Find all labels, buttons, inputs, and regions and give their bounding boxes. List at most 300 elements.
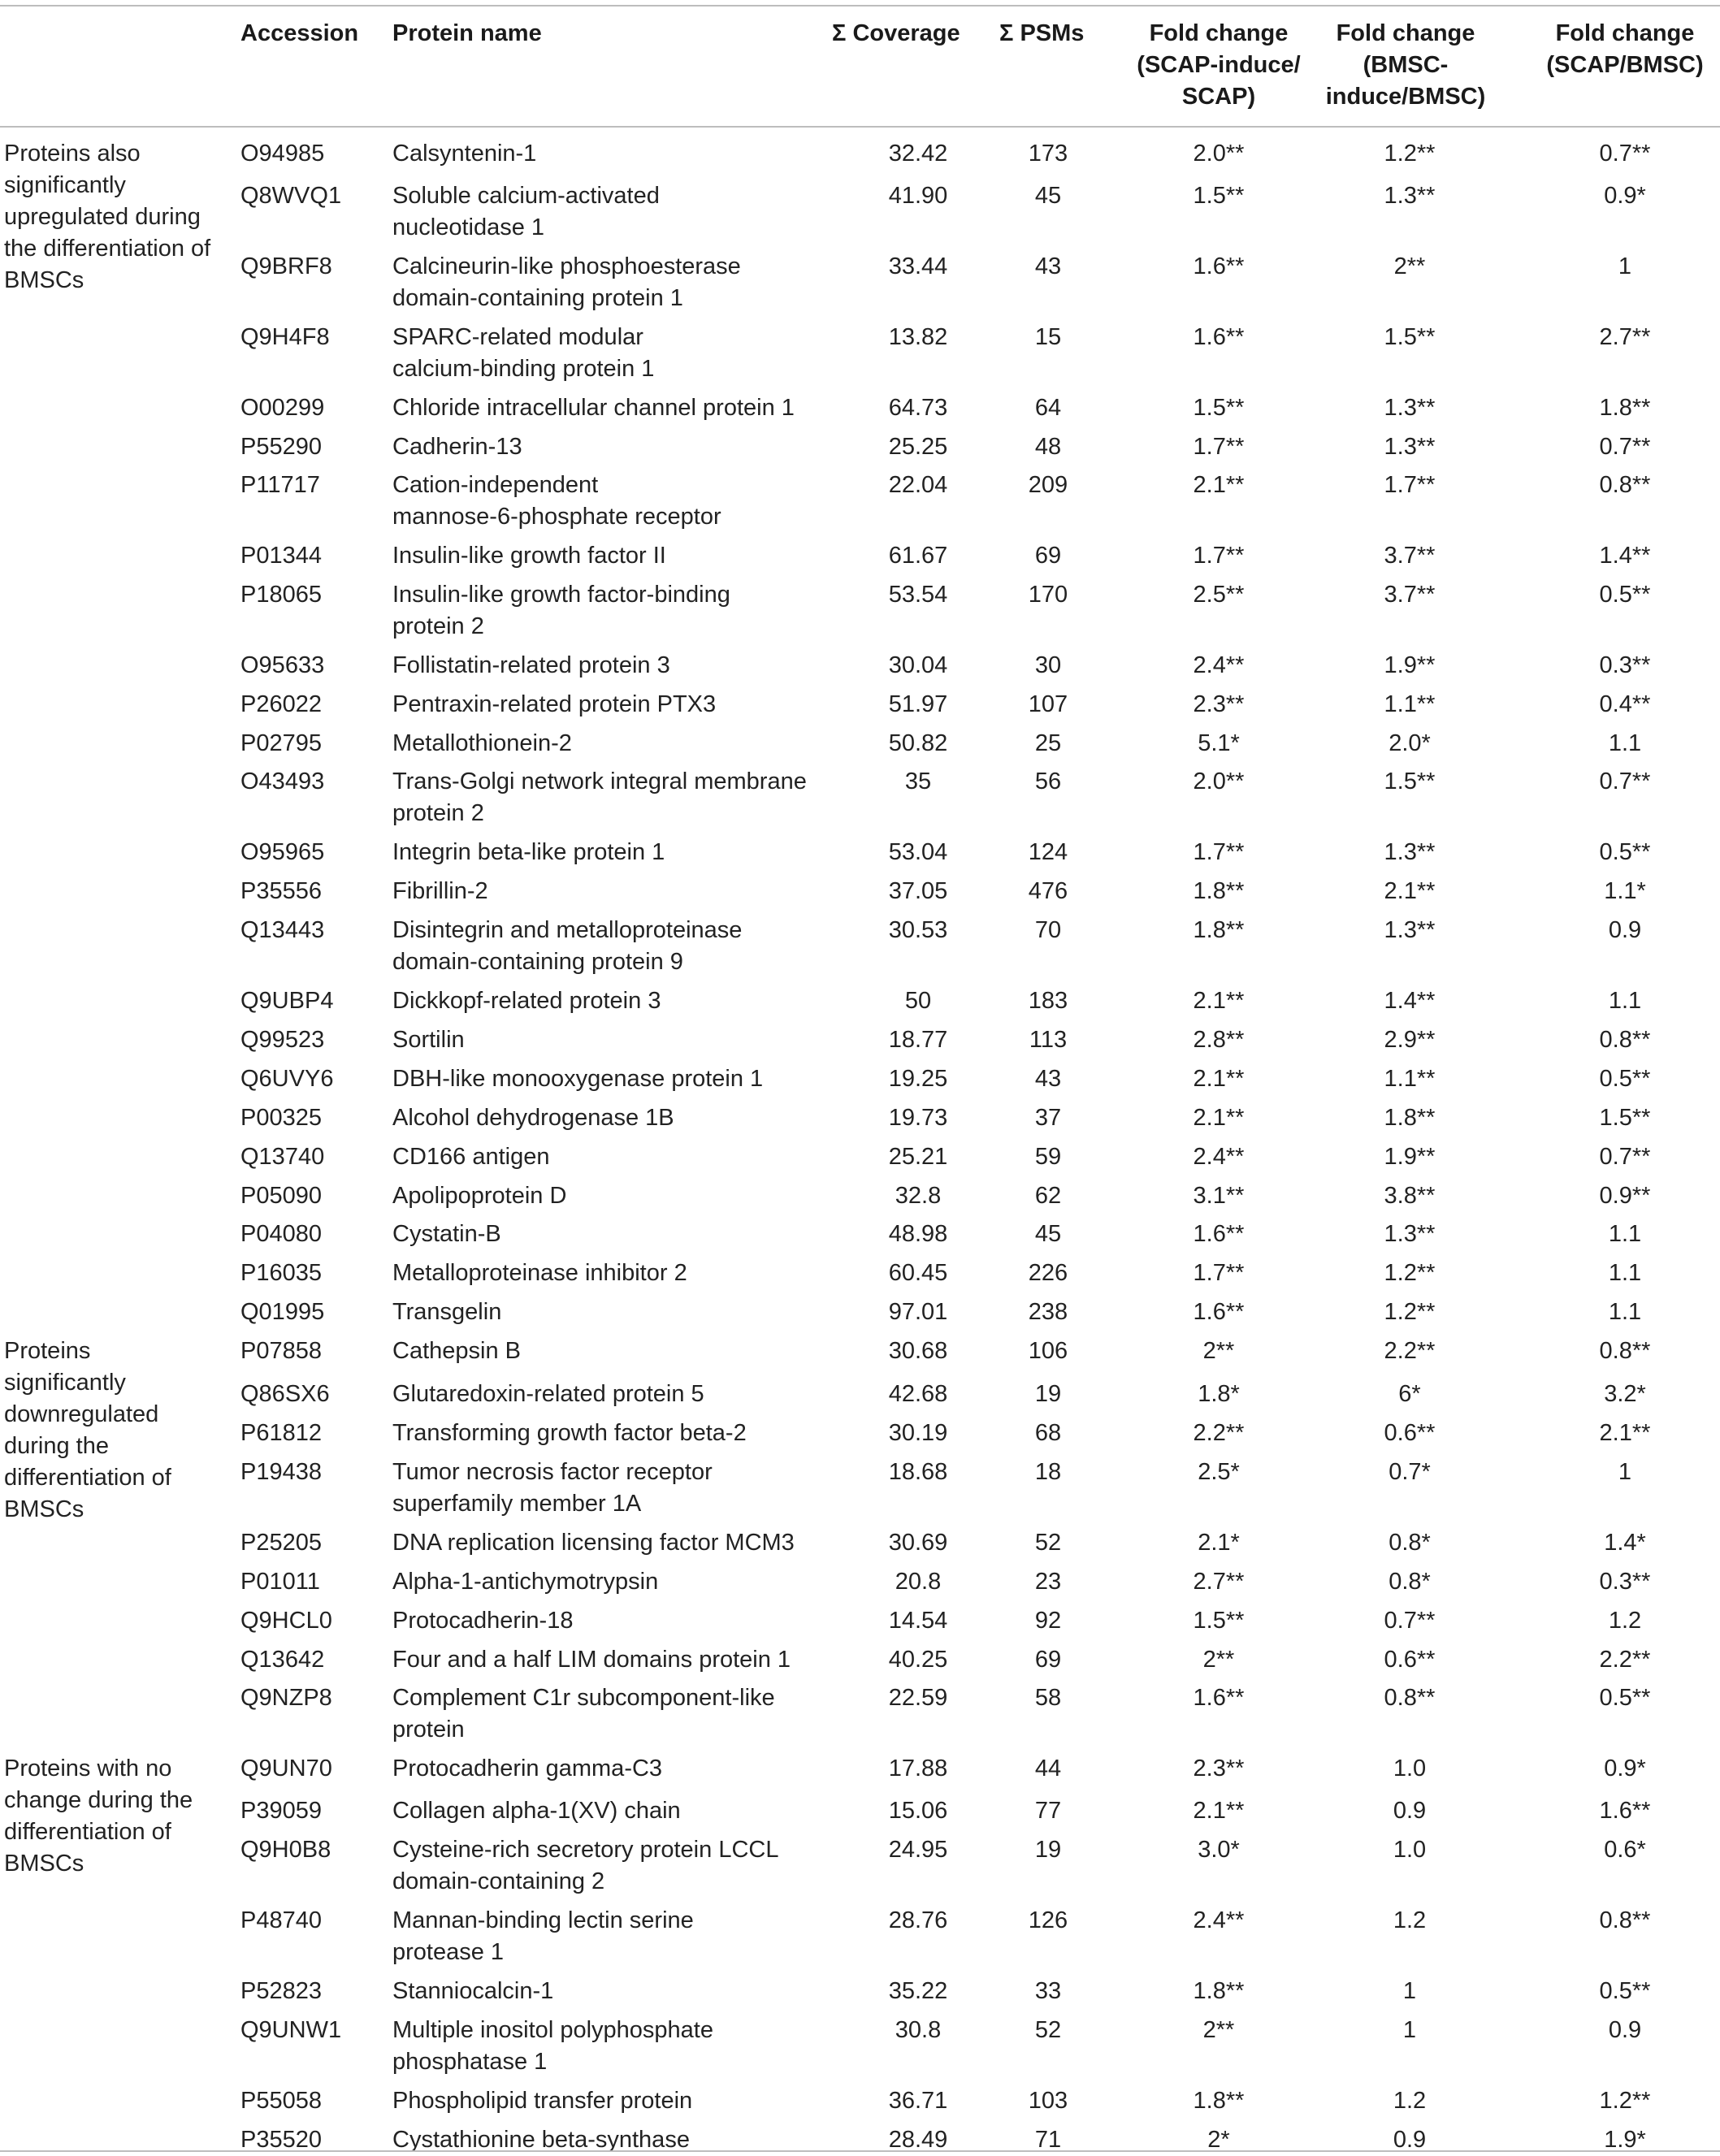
cell-psms: 18	[1034, 1459, 1062, 1485]
cell-accession: P35556	[240, 878, 322, 904]
group-label-line: the differentiation of	[4, 236, 211, 262]
cell-coverage: 33.44	[888, 253, 948, 279]
cell-fold-change-scap: 2.4**	[1193, 652, 1245, 678]
cell-fold-change-bmsc: 3.7**	[1384, 543, 1436, 569]
cell-fold-change-scap-bmsc: 0.7**	[1599, 434, 1651, 460]
cell-fold-change-bmsc: 1.5**	[1384, 324, 1436, 350]
header-line: (BMSC-	[1363, 52, 1449, 78]
cell-fold-change-bmsc: 0.8*	[1389, 1569, 1431, 1595]
cell-psms: 103	[1028, 2088, 1068, 2114]
col-header-protein-name: Protein name	[392, 20, 542, 46]
protein-name-line: protease 1	[392, 1939, 505, 1965]
cell-protein-name	[392, 1336, 831, 1367]
cell-coverage: 35.22	[888, 1978, 948, 2004]
protein-name-line: mannose-6-phosphate receptor	[392, 504, 721, 530]
cell-fold-change-scap-bmsc: 1.4*	[1604, 1530, 1646, 1556]
cell-fold-change-bmsc: 1.3**	[1384, 183, 1436, 209]
cell-accession: Q9H4F8	[240, 324, 330, 350]
cell-coverage: 30.68	[888, 1338, 948, 1364]
cell-fold-change-scap: 1.6**	[1193, 324, 1245, 350]
cell-protein-name	[392, 579, 831, 643]
col-header-fold-change-scap	[1117, 18, 1320, 113]
protein-name-line: Cation-independent	[392, 472, 599, 498]
cell-fold-change-scap-bmsc: 0.9*	[1604, 183, 1646, 209]
group-label-line: differentiation of	[4, 1465, 171, 1491]
cell-fold-change-scap-bmsc: 0.5**	[1599, 582, 1651, 608]
cell-accession: Q8WVQ1	[240, 183, 342, 209]
protein-name-line: Collagen alpha-1(XV) chain	[392, 1798, 681, 1824]
cell-fold-change-scap-bmsc: 0.3**	[1599, 1569, 1651, 1595]
cell-fold-change-scap-bmsc: 1.1	[1608, 988, 1642, 1014]
cell-coverage: 97.01	[888, 1299, 948, 1325]
cell-accession: O00299	[240, 395, 325, 421]
cell-accession: P01344	[240, 543, 322, 569]
cell-fold-change-scap: 1.8**	[1193, 2088, 1245, 2114]
cell-fold-change-bmsc: 0.6**	[1384, 1420, 1436, 1446]
cell-psms: 173	[1028, 141, 1068, 167]
cell-fold-change-bmsc: 6*	[1398, 1381, 1421, 1407]
row-group-label	[4, 1336, 219, 1526]
cell-accession: Q9BRF8	[240, 253, 332, 279]
protein-name-line: Stanniocalcin-1	[392, 1978, 554, 2004]
protein-name-line: Cystathionine beta-synthase	[392, 2127, 690, 2153]
protein-name-line: nucleotidase 1	[392, 214, 545, 240]
cell-fold-change-scap: 1.7**	[1193, 543, 1245, 569]
cell-psms: 226	[1028, 1260, 1068, 1286]
cell-coverage: 41.90	[888, 183, 948, 209]
cell-fold-change-scap-bmsc: 0.3**	[1599, 652, 1651, 678]
col-header-psms: Σ PSMs	[999, 20, 1085, 46]
cell-protein-name	[392, 1566, 831, 1598]
cell-coverage: 48.98	[888, 1221, 948, 1247]
cell-fold-change-scap: 1.8**	[1193, 1978, 1245, 2004]
cell-coverage: 30.04	[888, 652, 948, 678]
table-top-rule	[0, 5, 1720, 6]
cell-coverage: 30.8	[895, 2017, 942, 2043]
cell-fold-change-bmsc: 2.0*	[1389, 730, 1431, 756]
cell-accession: P25205	[240, 1530, 322, 1556]
cell-fold-change-scap: 2.1**	[1193, 1798, 1245, 1824]
cell-protein-name	[392, 251, 831, 314]
cell-protein-name	[392, 1457, 831, 1520]
cell-fold-change-scap-bmsc: 0.6*	[1604, 1837, 1646, 1863]
cell-fold-change-bmsc: 1.8**	[1384, 1105, 1436, 1131]
cell-accession: Q9UNW1	[240, 2017, 342, 2043]
cell-coverage: 24.95	[888, 1837, 948, 1863]
group-label-line: change during the	[4, 1787, 193, 1813]
protein-name-line: Transforming growth factor beta-2	[392, 1420, 747, 1446]
cell-protein-name	[392, 876, 831, 907]
cell-fold-change-scap: 2.8**	[1193, 1027, 1245, 1053]
cell-protein-name	[392, 728, 831, 760]
cell-fold-change-bmsc: 2**	[1393, 253, 1426, 279]
cell-coverage: 32.42	[888, 141, 948, 167]
cell-accession: P19438	[240, 1459, 322, 1485]
header-line: Fold change	[1336, 20, 1475, 46]
cell-coverage: 51.97	[888, 691, 948, 717]
cell-psms: 15	[1034, 324, 1062, 350]
cell-fold-change-scap: 1.7**	[1193, 839, 1245, 865]
cell-protein-name	[392, 1024, 831, 1056]
cell-fold-change-scap-bmsc: 1	[1618, 253, 1632, 279]
cell-coverage: 22.59	[888, 1685, 948, 1711]
cell-fold-change-scap-bmsc: 1.2	[1608, 1608, 1642, 1634]
protein-name-line: Fibrillin-2	[392, 878, 488, 904]
group-label-line: Proteins	[4, 1338, 91, 1364]
protein-name-line: SPARC-related modular	[392, 324, 643, 350]
protein-name-line: Disintegrin and metalloproteinase	[392, 917, 743, 943]
cell-accession: P55290	[240, 434, 322, 460]
protein-name-line: Tumor necrosis factor receptor	[392, 1459, 713, 1485]
cell-fold-change-scap: 1.8**	[1193, 878, 1245, 904]
cell-fold-change-scap-bmsc: 0.8**	[1599, 472, 1651, 498]
group-label-line: Proteins also	[4, 141, 141, 167]
cell-psms: 56	[1034, 768, 1062, 794]
cell-protein-name	[392, 1795, 831, 1827]
cell-psms: 52	[1034, 2017, 1062, 2043]
cell-accession: P18065	[240, 582, 322, 608]
protein-name-line: Cystatin-B	[392, 1221, 501, 1247]
cell-protein-name	[392, 1527, 831, 1559]
cell-coverage: 15.06	[888, 1798, 948, 1824]
cell-psms: 45	[1034, 183, 1062, 209]
cell-fold-change-scap-bmsc: 0.8**	[1599, 1907, 1651, 1933]
group-label-line: significantly	[4, 1370, 126, 1396]
col-header-fold-change-scap-bmsc	[1527, 18, 1720, 81]
cell-psms: 33	[1034, 1978, 1062, 2004]
cell-psms: 476	[1028, 878, 1068, 904]
cell-fold-change-scap-bmsc: 1.1	[1608, 1299, 1642, 1325]
cell-accession: P48740	[240, 1907, 322, 1933]
protein-name-line: domain-containing protein 1	[392, 285, 683, 311]
cell-accession: Q99523	[240, 1027, 325, 1053]
cell-protein-name	[392, 689, 831, 721]
group-label-line: during the	[4, 1433, 109, 1459]
cell-accession: P61812	[240, 1420, 322, 1446]
cell-fold-change-bmsc: 1.2**	[1384, 1299, 1436, 1325]
cell-accession: Q9NZP8	[240, 1685, 332, 1711]
cell-psms: 59	[1034, 1144, 1062, 1170]
cell-fold-change-scap-bmsc: 1.1	[1608, 1260, 1642, 1286]
cell-protein-name	[392, 1258, 831, 1289]
cell-accession: P02795	[240, 730, 322, 756]
cell-accession: Q13443	[240, 917, 325, 943]
cell-psms: 71	[1034, 2127, 1062, 2153]
cell-fold-change-bmsc: 1.4**	[1384, 988, 1436, 1014]
protein-name-line: Metallothionein-2	[392, 730, 572, 756]
protein-name-line: protein 2	[392, 613, 484, 639]
cell-psms: 64	[1034, 395, 1062, 421]
cell-accession: O94985	[240, 141, 325, 167]
protein-name-line: Glutaredoxin-related protein 5	[392, 1381, 704, 1407]
cell-fold-change-scap-bmsc: 0.5**	[1599, 1685, 1651, 1711]
cell-psms: 170	[1028, 582, 1068, 608]
cell-protein-name	[392, 1102, 831, 1134]
cell-coverage: 61.67	[888, 543, 948, 569]
col-header-accession: Accession	[240, 20, 359, 46]
cell-accession: Q86SX6	[240, 1381, 330, 1407]
cell-fold-change-scap: 2.1**	[1193, 472, 1245, 498]
cell-fold-change-bmsc: 0.8*	[1389, 1530, 1431, 1556]
cell-psms: 69	[1034, 1647, 1062, 1673]
cell-protein-name	[392, 392, 831, 424]
cell-fold-change-scap-bmsc: 1.2**	[1599, 2088, 1651, 2114]
cell-protein-name	[392, 1905, 831, 1968]
cell-coverage: 35	[904, 768, 932, 794]
cell-fold-change-scap: 2**	[1202, 2017, 1235, 2043]
protein-name-line: superfamily member 1A	[392, 1491, 642, 1517]
cell-psms: 209	[1028, 472, 1068, 498]
cell-fold-change-scap: 2.1**	[1193, 988, 1245, 1014]
cell-fold-change-bmsc: 1.2	[1393, 1907, 1427, 1933]
cell-fold-change-scap-bmsc: 2.7**	[1599, 324, 1651, 350]
cell-psms: 106	[1028, 1338, 1068, 1364]
cell-fold-change-scap-bmsc: 0.9**	[1599, 1183, 1651, 1209]
cell-fold-change-scap: 1.5**	[1193, 1608, 1245, 1634]
cell-fold-change-scap-bmsc: 0.8**	[1599, 1027, 1651, 1053]
cell-accession: Q13740	[240, 1144, 325, 1170]
protein-name-line: Follistatin-related protein 3	[392, 652, 670, 678]
cell-fold-change-bmsc: 2.2**	[1384, 1338, 1436, 1364]
protein-name-line: Integrin beta-like protein 1	[392, 839, 665, 865]
cell-accession: P26022	[240, 691, 322, 717]
cell-psms: 77	[1034, 1798, 1062, 1824]
protein-name-line: CD166 antigen	[392, 1144, 550, 1170]
cell-fold-change-scap-bmsc: 2.2**	[1599, 1647, 1651, 1673]
header-line: (SCAP/BMSC)	[1546, 52, 1704, 78]
cell-fold-change-scap: 1.6**	[1193, 1299, 1245, 1325]
cell-protein-name	[392, 1644, 831, 1676]
cell-coverage: 64.73	[888, 395, 948, 421]
cell-psms: 19	[1034, 1381, 1062, 1407]
cell-fold-change-scap: 2.5*	[1198, 1459, 1240, 1485]
cell-protein-name	[392, 1753, 831, 1785]
group-label-line: BMSCs	[4, 1496, 84, 1522]
cell-fold-change-scap: 3.0*	[1198, 1837, 1240, 1863]
cell-fold-change-scap: 5.1*	[1198, 730, 1240, 756]
cell-fold-change-scap: 2.3**	[1193, 1756, 1245, 1782]
cell-protein-name	[392, 1834, 831, 1898]
protein-name-line: domain-containing protein 9	[392, 949, 683, 975]
cell-coverage: 13.82	[888, 324, 948, 350]
cell-protein-name	[392, 1976, 831, 2007]
cell-psms: 45	[1034, 1221, 1062, 1247]
protein-name-line: Dickkopf-related protein 3	[392, 988, 661, 1014]
cell-coverage: 17.88	[888, 1756, 948, 1782]
header-line: induce/BMSC)	[1325, 84, 1486, 110]
cell-fold-change-scap: 2.1*	[1198, 1530, 1240, 1556]
cell-fold-change-bmsc: 0.9	[1393, 1798, 1427, 1824]
cell-fold-change-bmsc: 1.9**	[1384, 652, 1436, 678]
group-label-line: significantly	[4, 172, 126, 198]
cell-fold-change-scap: 2**	[1202, 1647, 1235, 1673]
protein-name-line: DNA replication licensing factor MCM3	[392, 1530, 795, 1556]
header-line: Fold change	[1149, 20, 1289, 46]
protein-name-line: Mannan-binding lectin serine	[392, 1907, 694, 1933]
cell-fold-change-scap-bmsc: 1.4**	[1599, 543, 1651, 569]
cell-fold-change-bmsc: 0.7*	[1389, 1459, 1431, 1485]
cell-coverage: 36.71	[888, 2088, 948, 2114]
cell-psms: 48	[1034, 434, 1062, 460]
cell-fold-change-scap-bmsc: 0.4**	[1599, 691, 1651, 717]
cell-coverage: 18.68	[888, 1459, 948, 1485]
cell-fold-change-scap: 2.1**	[1193, 1066, 1245, 1092]
col-header-coverage: Σ Coverage	[832, 20, 960, 46]
cell-fold-change-scap-bmsc: 0.7**	[1599, 1144, 1651, 1170]
cell-protein-name	[392, 431, 831, 463]
cell-protein-name	[392, 1379, 831, 1410]
group-label-line: Proteins with no	[4, 1756, 172, 1782]
cell-fold-change-scap: 1.7**	[1193, 1260, 1245, 1286]
protein-name-line: Apolipoprotein D	[392, 1183, 567, 1209]
cell-psms: 183	[1028, 988, 1068, 1014]
cell-psms: 23	[1034, 1569, 1062, 1595]
cell-psms: 238	[1028, 1299, 1068, 1325]
cell-fold-change-bmsc: 1.2**	[1384, 141, 1436, 167]
cell-fold-change-scap: 1.7**	[1193, 434, 1245, 460]
cell-psms: 124	[1028, 839, 1068, 865]
header-bottom-rule	[0, 126, 1720, 128]
protein-name-line: Cathepsin B	[392, 1338, 521, 1364]
cell-psms: 30	[1034, 652, 1062, 678]
cell-coverage: 40.25	[888, 1647, 948, 1673]
group-label-line: downregulated	[4, 1401, 159, 1427]
cell-fold-change-scap: 1.5**	[1193, 395, 1245, 421]
protein-name-line: Soluble calcium-activated	[392, 183, 660, 209]
cell-fold-change-bmsc: 1.2**	[1384, 1260, 1436, 1286]
cell-accession: O43493	[240, 768, 325, 794]
cell-fold-change-scap: 1.6**	[1193, 1221, 1245, 1247]
cell-coverage: 50.82	[888, 730, 948, 756]
protein-name-line: phosphatase 1	[392, 2049, 548, 2075]
cell-coverage: 25.21	[888, 1144, 948, 1170]
cell-fold-change-scap-bmsc: 0.8**	[1599, 1338, 1651, 1364]
cell-coverage: 19.73	[888, 1105, 948, 1131]
cell-fold-change-bmsc: 0.7**	[1384, 1608, 1436, 1634]
cell-fold-change-scap: 2.1**	[1193, 1105, 1245, 1131]
cell-fold-change-bmsc: 1.3**	[1384, 395, 1436, 421]
header-line: SCAP)	[1181, 84, 1256, 110]
cell-accession: P55058	[240, 2088, 322, 2114]
protein-name-line: Transgelin	[392, 1299, 502, 1325]
cell-fold-change-bmsc: 1.1**	[1384, 1066, 1436, 1092]
cell-coverage: 19.25	[888, 1066, 948, 1092]
protein-name-line: Insulin-like growth factor-binding	[392, 582, 730, 608]
cell-fold-change-scap: 1.8**	[1193, 917, 1245, 943]
row-group-label	[4, 138, 219, 297]
cell-accession: P35520	[240, 2127, 322, 2153]
cell-protein-name	[392, 2015, 831, 2078]
cell-psms: 43	[1034, 1066, 1062, 1092]
cell-coverage: 50	[904, 988, 932, 1014]
protein-name-line: Chloride intracellular channel protein 1	[392, 395, 795, 421]
cell-coverage: 30.53	[888, 917, 948, 943]
protein-name-line: Complement C1r subcomponent-like	[392, 1685, 775, 1711]
cell-fold-change-bmsc: 1.7**	[1384, 472, 1436, 498]
cell-fold-change-bmsc: 1.3**	[1384, 434, 1436, 460]
cell-protein-name	[392, 470, 831, 533]
protein-name-line: Sortilin	[392, 1027, 465, 1053]
cell-fold-change-scap-bmsc: 1.8**	[1599, 395, 1651, 421]
cell-protein-name	[392, 2085, 831, 2117]
cell-accession: P00325	[240, 1105, 322, 1131]
cell-fold-change-scap-bmsc: 0.7**	[1599, 768, 1651, 794]
cell-protein-name	[392, 1605, 831, 1637]
cell-psms: 107	[1028, 691, 1068, 717]
protein-name-line: Calsyntenin-1	[392, 141, 537, 167]
cell-coverage: 30.69	[888, 1530, 948, 1556]
cell-fold-change-scap: 2*	[1207, 2127, 1230, 2153]
table-bottom-rule	[0, 2150, 1720, 2152]
cell-fold-change-scap-bmsc: 3.2*	[1604, 1381, 1646, 1407]
cell-protein-name	[392, 915, 831, 978]
cell-fold-change-scap: 2.7**	[1193, 1569, 1245, 1595]
protein-name-line: Metalloproteinase inhibitor 2	[392, 1260, 687, 1286]
cell-psms: 44	[1034, 1756, 1062, 1782]
protein-name-line: calcium-binding protein 1	[392, 356, 655, 382]
cell-fold-change-scap-bmsc: 1.1*	[1604, 878, 1646, 904]
cell-fold-change-bmsc: 1.5**	[1384, 768, 1436, 794]
cell-coverage: 42.68	[888, 1381, 948, 1407]
protein-name-line: Protocadherin gamma-C3	[392, 1756, 663, 1782]
cell-accession: Q9UBP4	[240, 988, 334, 1014]
protein-name-line: Cadherin-13	[392, 434, 522, 460]
cell-protein-name	[392, 180, 831, 244]
cell-protein-name	[392, 837, 831, 868]
cell-protein-name	[392, 322, 831, 385]
cell-protein-name	[392, 1141, 831, 1173]
group-label-line: BMSCs	[4, 267, 84, 293]
cell-protein-name	[392, 1297, 831, 1328]
cell-coverage: 18.77	[888, 1027, 948, 1053]
protein-name-line: Alpha-1-antichymotrypsin	[392, 1569, 659, 1595]
cell-fold-change-scap-bmsc: 0.9*	[1604, 1756, 1646, 1782]
cell-fold-change-scap-bmsc: 1.6**	[1599, 1798, 1651, 1824]
cell-fold-change-bmsc: 1.1**	[1384, 691, 1436, 717]
cell-fold-change-scap: 2.5**	[1193, 582, 1245, 608]
cell-coverage: 22.04	[888, 472, 948, 498]
cell-fold-change-scap-bmsc: 1.1	[1608, 730, 1642, 756]
protein-name-line: domain-containing 2	[392, 1868, 605, 1894]
cell-fold-change-scap: 2.2**	[1193, 1420, 1245, 1446]
cell-coverage: 28.49	[888, 2127, 948, 2153]
cell-accession: Q9HCL0	[240, 1608, 332, 1634]
cell-accession: O95633	[240, 652, 325, 678]
protein-name-line: Phospholipid transfer protein	[392, 2088, 693, 2114]
cell-fold-change-scap-bmsc: 0.9	[1608, 2017, 1642, 2043]
cell-fold-change-scap: 2.4**	[1193, 1907, 1245, 1933]
cell-fold-change-bmsc: 1	[1402, 1978, 1417, 2004]
header-line: (SCAP-induce/	[1137, 52, 1301, 78]
cell-fold-change-bmsc: 1.3**	[1384, 917, 1436, 943]
group-label-line: BMSCs	[4, 1851, 84, 1877]
cell-psms: 69	[1034, 543, 1062, 569]
header-line: Fold change	[1555, 20, 1695, 46]
cell-psms: 62	[1034, 1183, 1062, 1209]
cell-fold-change-scap: 3.1**	[1193, 1183, 1245, 1209]
cell-fold-change-scap: 1.6**	[1193, 253, 1245, 279]
cell-fold-change-scap-bmsc: 0.5**	[1599, 839, 1651, 865]
cell-accession: P52823	[240, 1978, 322, 2004]
cell-psms: 37	[1034, 1105, 1062, 1131]
cell-fold-change-bmsc: 3.7**	[1384, 582, 1436, 608]
cell-accession: Q13642	[240, 1647, 325, 1673]
cell-protein-name	[392, 540, 831, 572]
cell-accession: O95965	[240, 839, 325, 865]
protein-name-line: Four and a half LIM domains protein 1	[392, 1647, 791, 1673]
cell-coverage: 30.19	[888, 1420, 948, 1446]
cell-fold-change-scap: 2.3**	[1193, 691, 1245, 717]
